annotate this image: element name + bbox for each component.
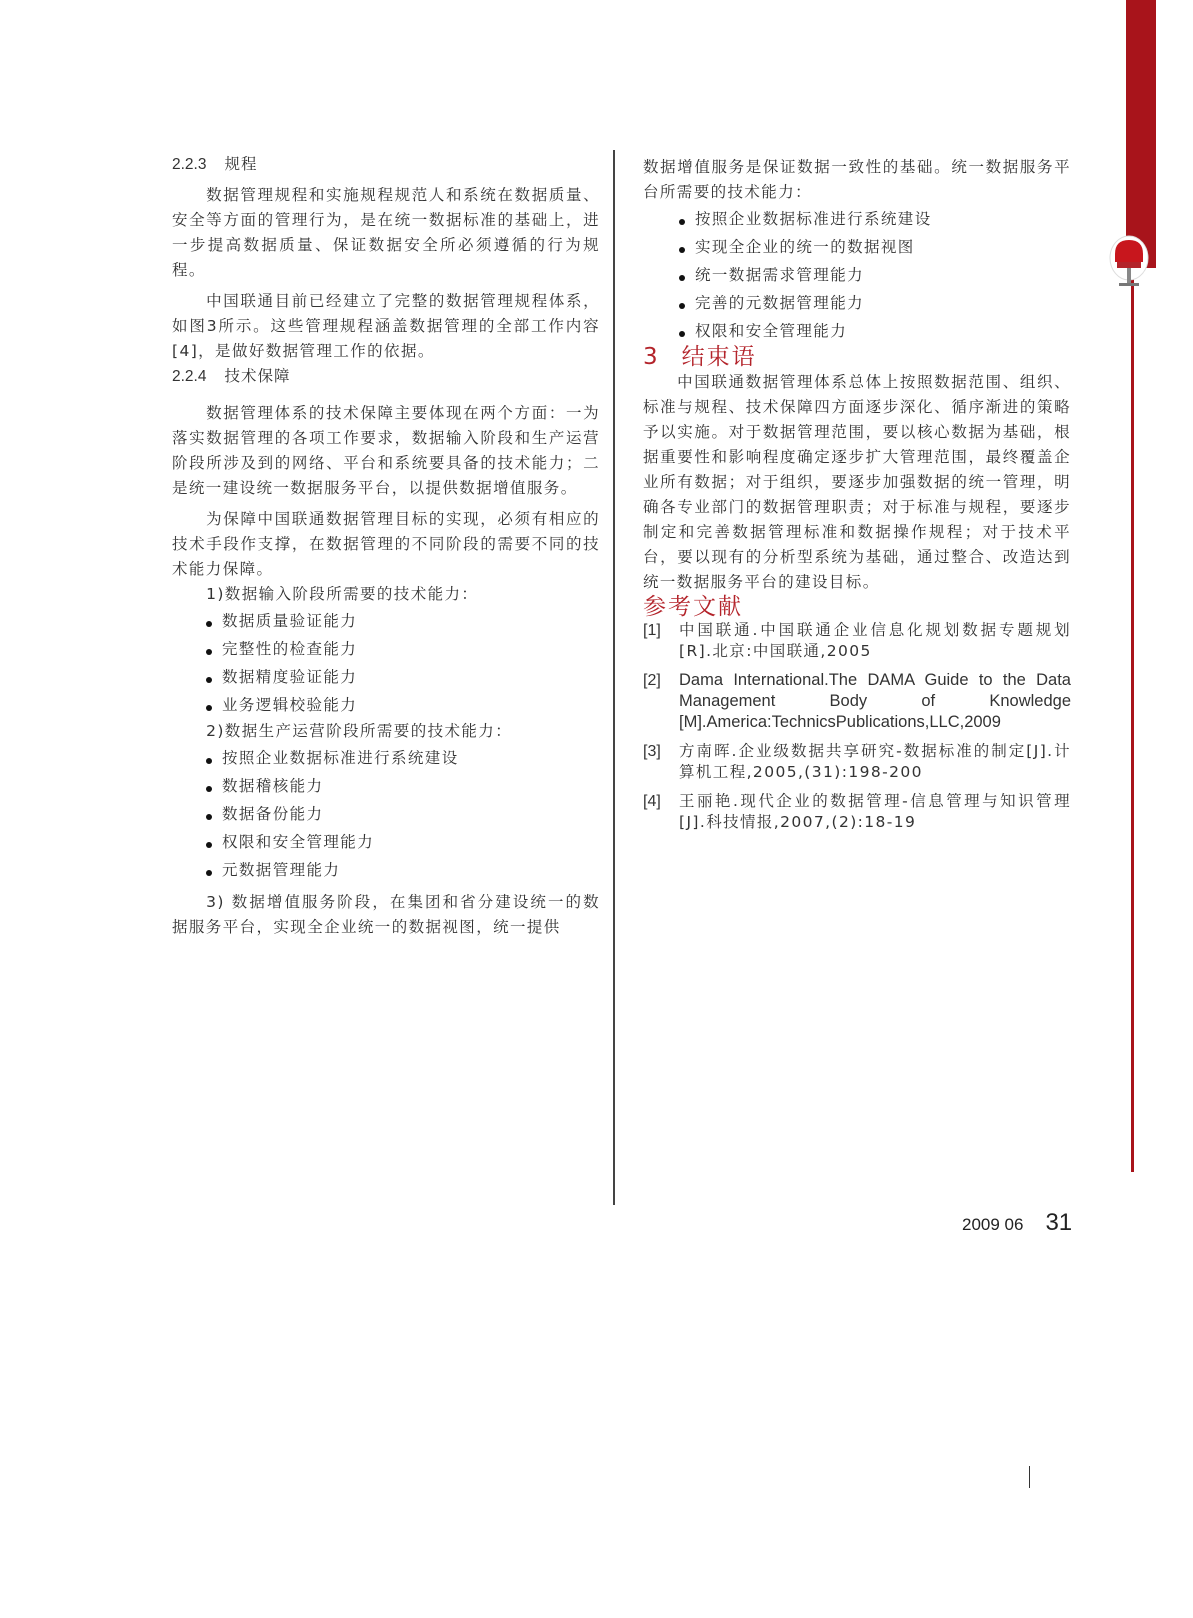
paragraph: 中国联通目前已经建立了完整的数据管理规程体系，如图3所示。这些管理规程涵盖数据管理的全部工作内容[4]，是做好数据管理工作的依据。 bbox=[172, 292, 600, 360]
page-footer bbox=[962, 1209, 1072, 1237]
right-column bbox=[643, 155, 1071, 841]
bullet-list bbox=[643, 205, 1071, 345]
references-heading: 参考文献 bbox=[643, 594, 743, 620]
paragraph: 数据增值服务是保证数据一致性的基础。统一数据服务平台所需要的技术能力： bbox=[643, 158, 1071, 201]
step-1-label: 1)数据输入阶段所需要的技术能力： bbox=[206, 585, 479, 603]
list-item: 业务逻辑校验能力 bbox=[206, 691, 600, 719]
paragraph: 为保障中国联通数据管理目标的实现，必须有相应的技术手段作支撑，在数据管理的不同阶段的需要不同的技术能力保障。 bbox=[172, 510, 600, 578]
reference-list bbox=[643, 620, 1071, 833]
page-number: 31 bbox=[1045, 1209, 1073, 1236]
reference-item: [3] 方南晖.企业级数据共享研究-数据标准的制定[J].计算机工程,2005,(31):198-200 bbox=[643, 742, 1071, 781]
issue-date: 2009 06 bbox=[962, 1215, 1024, 1234]
reference-item: [4] 王丽艳.现代企业的数据管理-信息管理与知识管理[J].科技情报,2007,(2):18-19 bbox=[643, 792, 1071, 831]
step-2-label: 2)数据生产运营阶段所需要的技术能力： bbox=[206, 722, 513, 740]
paragraph: 数据管理体系的技术保障主要体现在两个方面：一为落实数据管理的各项工作要求，数据输入阶段和生产运营阶段所涉及到的网络、平台和系统要具备的技术能力；二是统一建设统一数据服务平台，以提供数据增值服务。 bbox=[172, 404, 600, 497]
bullet-list bbox=[172, 607, 600, 719]
list-item: 统一数据需求管理能力 bbox=[679, 261, 1071, 289]
step-3-paragraph: 3) 数据增值服务阶段，在集团和省分建设统一的数据服务平台，实现全企业统一的数据视图，统一提供 bbox=[172, 893, 600, 936]
section-heading-2-2-4: 2.2.4 技术保障 bbox=[172, 367, 291, 385]
margin-tick bbox=[1029, 1466, 1030, 1488]
chair-emblem-icon bbox=[1105, 228, 1153, 294]
reference-item: [2] Dama International.The DAMA Guide to the Data Management Body of Knowledge [M].America:TechnicsPublications,LLC,2009 bbox=[643, 671, 1071, 731]
list-item: 数据稽核能力 bbox=[206, 772, 600, 800]
list-item: 按照企业数据标准进行系统建设 bbox=[206, 744, 600, 772]
list-item: 数据质量验证能力 bbox=[206, 607, 600, 635]
column-divider bbox=[613, 150, 615, 1205]
section-heading-2-2-3: 2.2.3 规程 bbox=[172, 155, 258, 173]
list-item: 数据精度验证能力 bbox=[206, 663, 600, 691]
list-item: 权限和安全管理能力 bbox=[679, 317, 1071, 345]
list-item: 权限和安全管理能力 bbox=[206, 828, 600, 856]
list-item: 完善的元数据管理能力 bbox=[679, 289, 1071, 317]
list-item: 完整性的检查能力 bbox=[206, 635, 600, 663]
list-item: 实现全企业的统一的数据视图 bbox=[679, 233, 1071, 261]
list-item: 元数据管理能力 bbox=[206, 856, 600, 884]
list-item: 按照企业数据标准进行系统建设 bbox=[679, 205, 1071, 233]
bullet-list bbox=[172, 744, 600, 884]
section-heading-3: 3 结束语 bbox=[643, 344, 757, 370]
paragraph: 数据管理规程和实施规程规范人和系统在数据质量、安全等方面的管理行为，是在统一数据标准的基础上，进一步提高数据质量、保证数据安全所必须遵循的行为规程。 bbox=[172, 186, 600, 279]
list-item: 数据备份能力 bbox=[206, 800, 600, 828]
page-edge-red-line bbox=[1131, 268, 1134, 1172]
left-column bbox=[172, 152, 600, 940]
reference-item: [1] 中国联通.中国联通企业信息化规划数据专题规划[R].北京:中国联通,2005 bbox=[643, 621, 1071, 660]
conclusion-paragraph: 中国联通数据管理体系总体上按照数据范围、组织、标准与规程、技术保障四方面逐步深化、循序渐进的策略予以实施。对于数据管理范围，要以核心数据为基础，根据重要性和影响程度确定逐步扩大管理范围，最终覆盖企业所有数据；对于组织，要逐步加强数据的统一管理，明确各专业部门的数据管理职责；对于标准与规程，要逐步制定和完善数据管理标准和数据操作规程；对于技术平台，要以现有的分析型系统为基础，通过整合、改造达到统一数据服务平台的建设目标。 bbox=[643, 373, 1071, 591]
